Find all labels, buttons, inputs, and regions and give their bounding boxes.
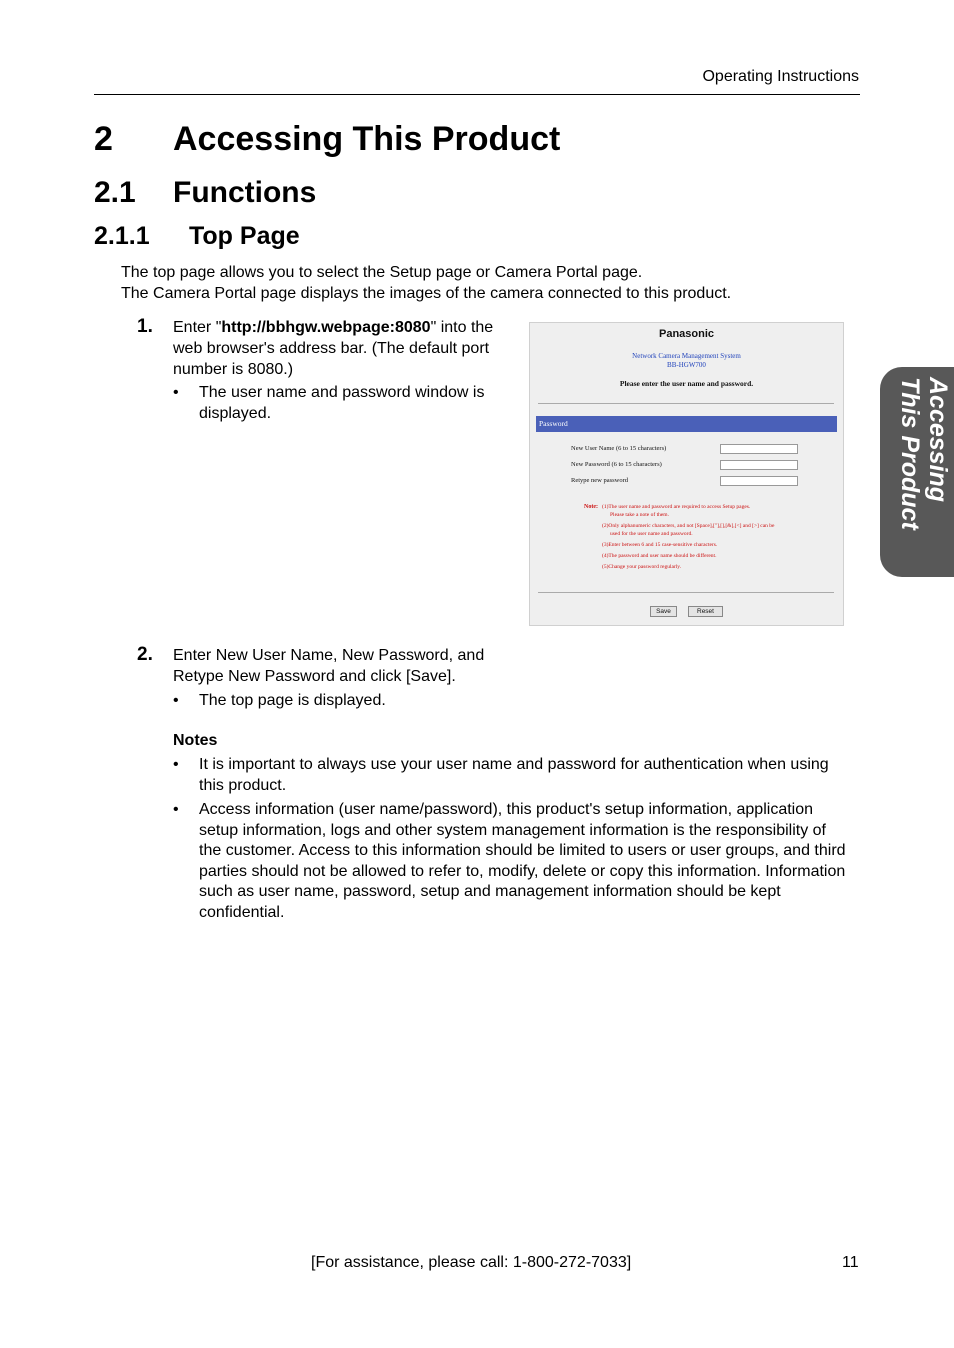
chapter-title: Accessing This Product bbox=[173, 120, 561, 158]
chapter-number: 2 bbox=[94, 120, 113, 158]
note-line: (5)Change your password regularly. bbox=[602, 564, 682, 570]
running-header: Operating Instructions bbox=[702, 68, 859, 85]
page-number: 11 bbox=[842, 1254, 859, 1271]
login-prompt: Please enter the user name and password. bbox=[619, 379, 754, 388]
note-line: (1)The user name and password are required to access Setup pages. bbox=[602, 504, 751, 510]
note-label: Note: bbox=[584, 504, 598, 510]
intro-line: The top page allows you to select the Setup page or Camera Portal page. bbox=[121, 264, 643, 281]
step-number: 2. bbox=[137, 644, 153, 665]
section-title: Functions bbox=[173, 176, 317, 209]
login-window-screenshot bbox=[529, 322, 844, 626]
password-section-bar: Password bbox=[536, 416, 837, 432]
note-line: (2)Only alphanumeric characters, and not [Space],["],[],[&],[<] and [>] can be bbox=[602, 523, 775, 529]
step-text: web browser's address bar. (The default port bbox=[173, 340, 490, 357]
field-label-new-password: New Password (6 to 15 characters) bbox=[571, 461, 662, 468]
chapter-heading bbox=[94, 120, 560, 159]
bullet-dot: • bbox=[173, 692, 179, 709]
bullet-dot: • bbox=[173, 756, 179, 773]
bullet-text: The top page is displayed. bbox=[199, 692, 386, 709]
note-item bbox=[173, 800, 863, 924]
field-label-new-user-name: New User Name (6 to 15 characters) bbox=[571, 445, 667, 452]
system-title: Network Camera Management System BB-HGW700 bbox=[632, 352, 741, 369]
new-password-input[interactable] bbox=[720, 460, 798, 470]
step-text: Enter New User Name, New Password, and bbox=[173, 647, 485, 664]
url-text: http://bbhgw.webpage:8080 bbox=[221, 319, 431, 336]
brand-logo: Panasonic bbox=[658, 328, 715, 340]
notes-heading: Notes bbox=[173, 732, 218, 749]
step-number: 1. bbox=[137, 316, 153, 337]
bullet-item bbox=[173, 383, 513, 425]
step-text bbox=[173, 318, 493, 339]
retype-password-input[interactable] bbox=[720, 476, 798, 486]
section-number: 2.1 bbox=[94, 176, 136, 209]
note-item bbox=[173, 755, 863, 797]
note-text: It is important to always use your user name and password for authentication when using this product. bbox=[199, 756, 829, 794]
divider bbox=[538, 403, 834, 404]
chapter-side-tab bbox=[880, 367, 954, 577]
bullet-text: The user name and password window is displayed. bbox=[199, 384, 485, 422]
bullet-dot: • bbox=[173, 801, 179, 818]
step-text: number is 8080.) bbox=[173, 361, 294, 378]
step-text: Retype New Password and click [Save]. bbox=[173, 668, 456, 685]
divider bbox=[538, 592, 834, 593]
note-line: (4)The password and user name should be different. bbox=[602, 553, 717, 559]
bullet-item bbox=[173, 691, 513, 713]
subsection-number: 2.1.1 bbox=[94, 222, 150, 250]
bullet-dot: • bbox=[173, 384, 179, 401]
step-text-suffix: " into the bbox=[430, 319, 494, 336]
header-rule bbox=[94, 94, 860, 95]
footer-assistance: [For assistance, please call: 1-800-272-7033] bbox=[311, 1254, 632, 1271]
save-button[interactable]: Save bbox=[650, 606, 677, 617]
field-label-retype-password: Retype new password bbox=[571, 477, 629, 484]
subsection-title: Top Page bbox=[189, 222, 300, 250]
note-line: Please take a note of them. bbox=[610, 512, 669, 518]
reset-button[interactable]: Reset bbox=[688, 606, 723, 617]
intro-line: The Camera Portal page displays the images of the camera connected to this product. bbox=[121, 285, 732, 302]
step-text-prefix: Enter " bbox=[173, 319, 222, 336]
note-text: Access information (user name/password), this product's setup information, application setup information, logs and other system management information is the responsibility of the customer. Access to this information should be limited to users or user groups, and third parties should not be allowed to refer to, modify, delete or copy this information. Information such as user name, password, setup and management information should be kept confidential. bbox=[199, 801, 846, 921]
note-line: used for the user name and password. bbox=[610, 531, 693, 537]
section-heading bbox=[94, 176, 316, 210]
new-user-name-input[interactable] bbox=[720, 444, 798, 454]
side-tab-label: Accessing This Product bbox=[896, 377, 952, 530]
note-line: (3)Enter between 6 and 15 case-sensitive characters. bbox=[602, 542, 718, 548]
subsection-heading bbox=[94, 222, 300, 251]
